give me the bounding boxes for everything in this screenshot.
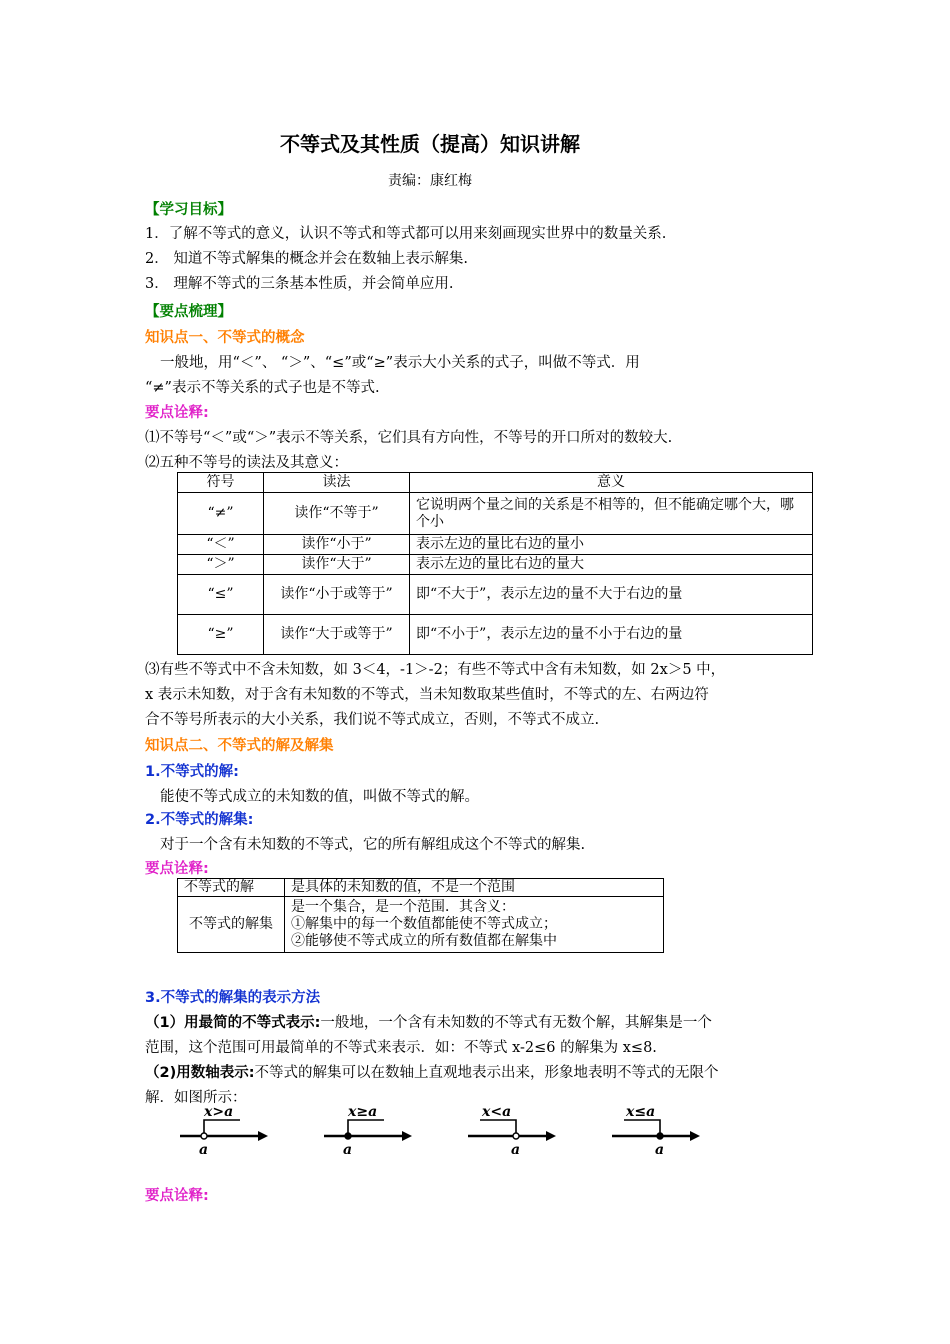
solution-bracket — [624, 1120, 660, 1135]
table-header: 意义 — [410, 473, 813, 493]
number-line-label: x≥a — [348, 1104, 378, 1120]
point-label: a — [343, 1142, 353, 1158]
point-label: a — [511, 1142, 521, 1158]
table-cell: 读作“大于或等于” — [264, 615, 410, 655]
number-line-figure — [466, 1100, 558, 1158]
closed-point-icon — [657, 1133, 663, 1139]
table-cell: 即“不小于”，表示左边的量不小于右边的量 — [410, 615, 813, 655]
table-cell: “＜” — [178, 535, 264, 555]
number-line-figure — [322, 1100, 414, 1158]
goals-heading: 【学习目标】 — [145, 202, 232, 218]
method-text: 解．如图所示： — [145, 1090, 247, 1106]
solution-bracket — [480, 1120, 516, 1135]
goal-item: 3． 理解不等式的三条基本性质，并会简单应用. — [145, 276, 454, 292]
table-cell — [285, 897, 664, 953]
arrow-right-icon — [258, 1131, 268, 1141]
table-cell: “≠” — [178, 493, 264, 535]
kp2-heading: 知识点二、不等式的解及解集 — [145, 738, 334, 754]
kp1-para: “≠”表示不等关系的式子也是不等式. — [145, 380, 380, 396]
arrow-right-icon — [546, 1131, 556, 1141]
table-cell: 即“不大于”，表示左边的量不大于右边的量 — [410, 575, 813, 615]
kp2-sub-heading: 1.不等式的解: — [145, 764, 239, 780]
table-cell-line: ②能够使不等式成立的所有数值都在解集中 — [291, 933, 557, 949]
number-line-figure — [178, 1100, 270, 1158]
table-cell: 读作“大于” — [264, 555, 410, 575]
kp2-note-heading: 要点诠释: — [145, 861, 209, 877]
summary-heading: 【要点梳理】 — [145, 304, 232, 320]
kp1-note: ⑴不等号“＜”或“＞”表示不等关系，它们具有方向性，不等号的开口所对的数较大. — [145, 430, 673, 446]
table-cell: 读作“不等于” — [264, 493, 410, 535]
table-cell-line: 是一个集合，是一个范围．其含义： — [291, 899, 515, 915]
table-cell: “＞” — [178, 555, 264, 575]
table-cell: 读作“小于或等于” — [264, 575, 410, 615]
arrow-right-icon — [402, 1131, 412, 1141]
point-label: a — [199, 1142, 209, 1158]
kp1-note: 合不等号所表示的大小关系，我们说不等式成立，否则，不等式不成立. — [145, 712, 600, 728]
kp1-heading: 知识点一、不等式的概念 — [145, 330, 305, 346]
kp2-sub-heading: 2.不等式的解集: — [145, 812, 254, 828]
table-cell: “≤” — [178, 575, 264, 615]
kp1-para: 一般地，用“＜”、 “＞”、“≤”或“≥”表示大小关系的式子，叫做不等式．用 — [160, 355, 640, 371]
solution-bracket — [204, 1120, 240, 1135]
method-label: （2)用数轴表示: — [145, 1065, 255, 1081]
closed-point-icon — [345, 1133, 351, 1139]
method-text: 范围，这个范围可用最简单的不等式来表示．如：不等式 x-2≤6 的解集为 x≤8. — [145, 1040, 657, 1056]
table-header: 读法 — [264, 473, 410, 493]
number-line-label: x>a — [204, 1104, 234, 1120]
table-cell: “≥” — [178, 615, 264, 655]
goal-item: 1．了解不等式的意义，认识不等式和等式都可以用来刻画现实世界中的数量关系. — [145, 226, 667, 242]
method-text: 一般地，一个含有未知数的不等式有无数个解，其解集是一个 — [320, 1015, 712, 1031]
open-point-icon — [513, 1133, 519, 1139]
solution-bracket — [348, 1120, 384, 1135]
author-line: 责编：康红梅 — [388, 173, 472, 189]
kp1-note: ⑶有些不等式中不含未知数，如 3＜4，-1＞-2；有些不等式中含有未知数，如 2x＞5 中， — [145, 662, 726, 678]
kp1-note: x 表示未知数，对于含有未知数的不等式，当未知数取某些值时，不等式的左、右两边符 — [145, 687, 709, 703]
number-line-label: x≤a — [626, 1104, 656, 1120]
number-line-figure — [610, 1100, 702, 1158]
page-title: 不等式及其性质（提高）知识讲解 — [280, 132, 580, 156]
kp2-sub-heading: 3.不等式的解集的表示方法 — [145, 990, 321, 1006]
table-cell: 不等式的解集 — [178, 897, 285, 953]
table-cell: 不等式的解 — [178, 879, 285, 897]
goal-item: 2． 知道不等式解集的概念并会在数轴上表示解集. — [145, 251, 468, 267]
table-cell: 表示左边的量比右边的量大 — [410, 555, 813, 575]
inequality-signs-table — [177, 472, 813, 655]
open-point-icon — [201, 1133, 207, 1139]
kp2-text: 能使不等式成立的未知数的值，叫做不等式的解。 — [160, 789, 479, 805]
kp2-text: 对于一个含有未知数的不等式，它的所有解组成这个不等式的解集. — [160, 837, 586, 853]
number-line-label: x<a — [482, 1104, 512, 1120]
table-cell: 读作“小于” — [264, 535, 410, 555]
solution-set-table — [177, 878, 664, 953]
table-cell-line: ①解集中的每一个数值都能使不等式成立； — [291, 916, 557, 932]
table-cell: 是具体的未知数的值，不是一个范围 — [285, 879, 664, 897]
kp1-note: ⑵五种不等号的读法及其意义： — [145, 455, 348, 471]
point-label: a — [655, 1142, 665, 1158]
method-text: 不等式的解集可以在数轴上直观地表示出来，形象地表明不等式的无限个 — [254, 1065, 719, 1081]
method-label: （1）用最简的不等式表示: — [145, 1015, 321, 1031]
arrow-right-icon — [690, 1131, 700, 1141]
table-header: 符号 — [178, 473, 264, 493]
method-line — [145, 1011, 712, 1032]
table-cell: 它说明两个量之间的关系是不相等的，但不能确定哪个大，哪个小 — [410, 493, 813, 535]
kp1-note-heading: 要点诠释: — [145, 405, 209, 421]
method-line — [145, 1061, 719, 1082]
final-note-heading: 要点诠释: — [145, 1188, 209, 1204]
table-cell: 表示左边的量比右边的量小 — [410, 535, 813, 555]
